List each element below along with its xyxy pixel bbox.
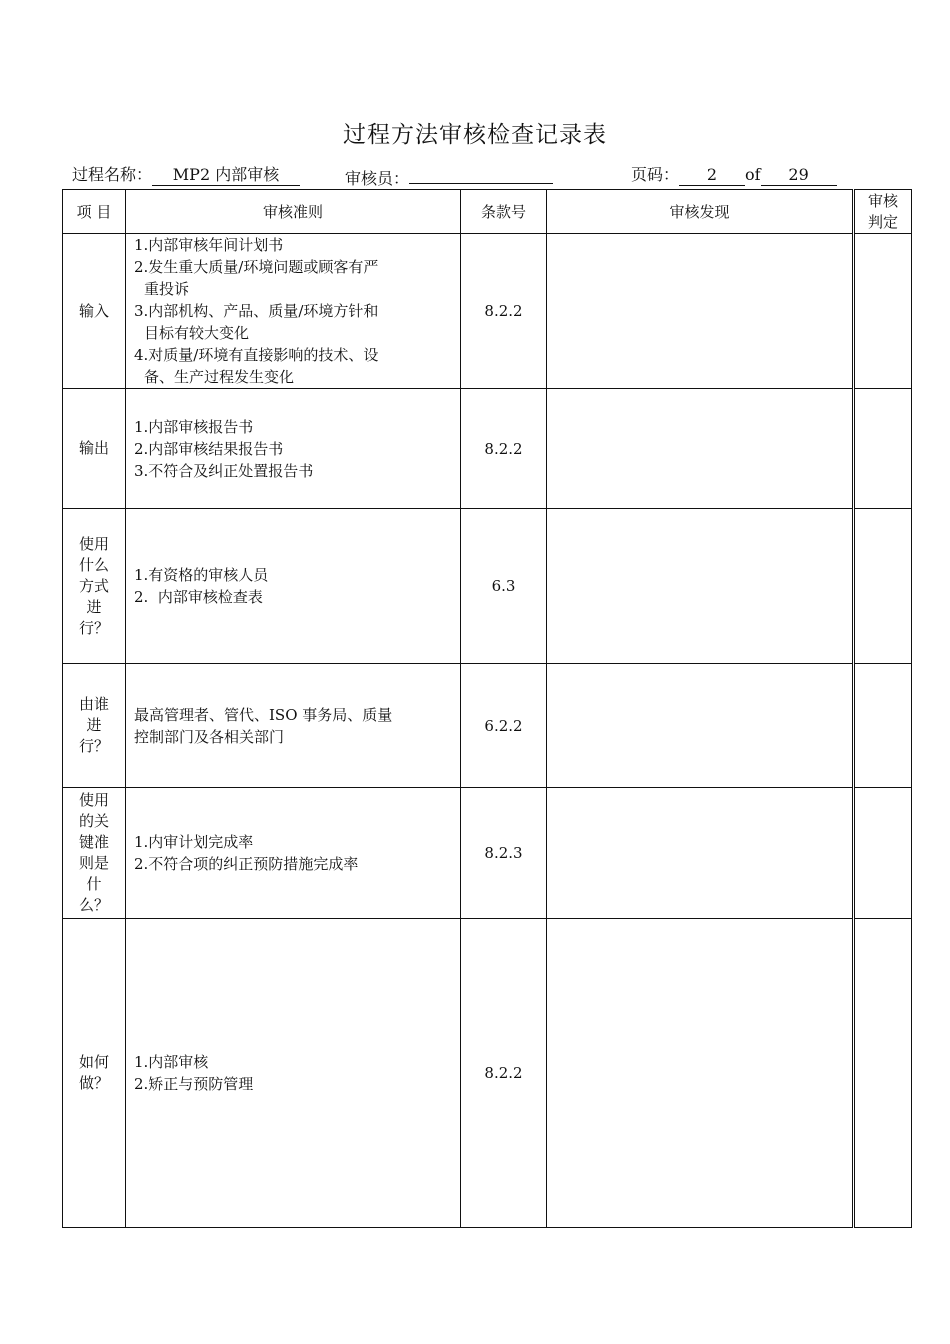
row-judgement[interactable]	[854, 509, 912, 664]
col-header-criteria: 审核准则	[126, 190, 461, 234]
row-item: 使用什么方式进行？	[63, 509, 126, 664]
criteria-line: 3.不符合及纠正处置报告书	[134, 461, 314, 480]
auditor-value[interactable]	[409, 162, 553, 184]
page-label: 页码：	[631, 165, 680, 184]
col-header-judgement: 审核判定	[854, 190, 912, 234]
criteria-line: 1.内审计划完成率	[134, 833, 254, 851]
audit-checklist-table	[62, 189, 912, 1228]
row-item: 使用的关键准则是什么？	[63, 788, 126, 919]
process-name-label: 过程名称：	[72, 165, 153, 184]
table-row	[63, 389, 912, 509]
row-judgement[interactable]	[854, 389, 912, 509]
table-row	[63, 664, 912, 788]
criteria-line: 控制部门及各相关部门	[134, 727, 285, 746]
col-header-finding: 审核发现	[547, 190, 854, 234]
process-name-value[interactable]: MP2 内部审核	[152, 164, 300, 186]
page-title: 过程方法审核检查记录表	[343, 122, 607, 148]
row-criteria[interactable]	[126, 509, 461, 664]
criteria-line: 2.发生重大质量/环境问题或顾客有严	[134, 258, 379, 276]
row-judgement[interactable]	[854, 919, 912, 1228]
page-current[interactable]: 2	[679, 164, 745, 186]
row-clause: 8.2.2	[461, 919, 547, 1228]
row-item: 由谁进行？	[63, 664, 126, 788]
criteria-line: 1.内部审核	[134, 1053, 209, 1071]
row-criteria[interactable]	[126, 234, 461, 389]
criteria-line: 3.内部机构、产品、质量/环境方针和	[134, 302, 379, 320]
row-clause: 8.2.2	[461, 234, 547, 389]
row-finding[interactable]	[547, 664, 854, 788]
table-row	[63, 919, 912, 1228]
criteria-line: 2.矫正与预防管理	[134, 1075, 254, 1093]
row-criteria[interactable]	[126, 788, 461, 919]
row-item: 如何做？	[63, 919, 126, 1228]
criteria-line: 备、生产过程发生变化	[144, 368, 295, 386]
row-clause: 8.2.2	[461, 389, 547, 509]
table-header-row	[63, 190, 912, 234]
row-criteria[interactable]	[126, 389, 461, 509]
criteria-line: 1.内部审核年间计划书	[134, 236, 284, 254]
criteria-line: 重投诉	[144, 280, 190, 298]
col-header-clause: 条款号	[461, 190, 547, 234]
row-judgement[interactable]	[854, 664, 912, 788]
criteria-line: 2.不符合项的纠正预防措施完成率	[134, 855, 359, 873]
row-finding[interactable]	[547, 919, 854, 1228]
page-total[interactable]: 29	[761, 164, 837, 186]
row-criteria[interactable]	[126, 664, 461, 788]
auditor-field	[345, 162, 553, 186]
criteria-line: 最高管理者、管代、ISO 事务局、质量	[134, 705, 393, 724]
auditor-label: 审核员：	[345, 169, 410, 188]
table-row	[63, 234, 912, 389]
process-name-field	[72, 162, 300, 186]
row-finding[interactable]	[547, 788, 854, 919]
criteria-line: 1.有资格的审核人员	[134, 566, 269, 584]
row-criteria[interactable]	[126, 919, 461, 1228]
criteria-line: 2. 内部审核检查表	[134, 588, 263, 606]
row-item: 输入	[63, 234, 126, 389]
page-of: of	[745, 165, 761, 184]
criteria-line: 1.内部审核报告书	[134, 417, 254, 436]
row-finding[interactable]	[547, 234, 854, 389]
criteria-line: 2.内部审核结果报告书	[134, 439, 284, 458]
row-clause: 6.3	[461, 509, 547, 664]
criteria-line: 目标有较大变化	[144, 324, 250, 342]
page-number-field	[631, 162, 837, 186]
table-row	[63, 788, 912, 919]
table-row	[63, 509, 912, 664]
row-item: 输出	[63, 389, 126, 509]
row-clause: 8.2.3	[461, 788, 547, 919]
row-finding[interactable]	[547, 509, 854, 664]
row-judgement[interactable]	[854, 788, 912, 919]
row-finding[interactable]	[547, 389, 854, 509]
col-header-item: 项 目	[63, 190, 126, 234]
row-clause: 6.2.2	[461, 664, 547, 788]
row-judgement[interactable]	[854, 234, 912, 389]
criteria-line: 4.对质量/环境有直接影响的技术、设	[134, 346, 379, 364]
